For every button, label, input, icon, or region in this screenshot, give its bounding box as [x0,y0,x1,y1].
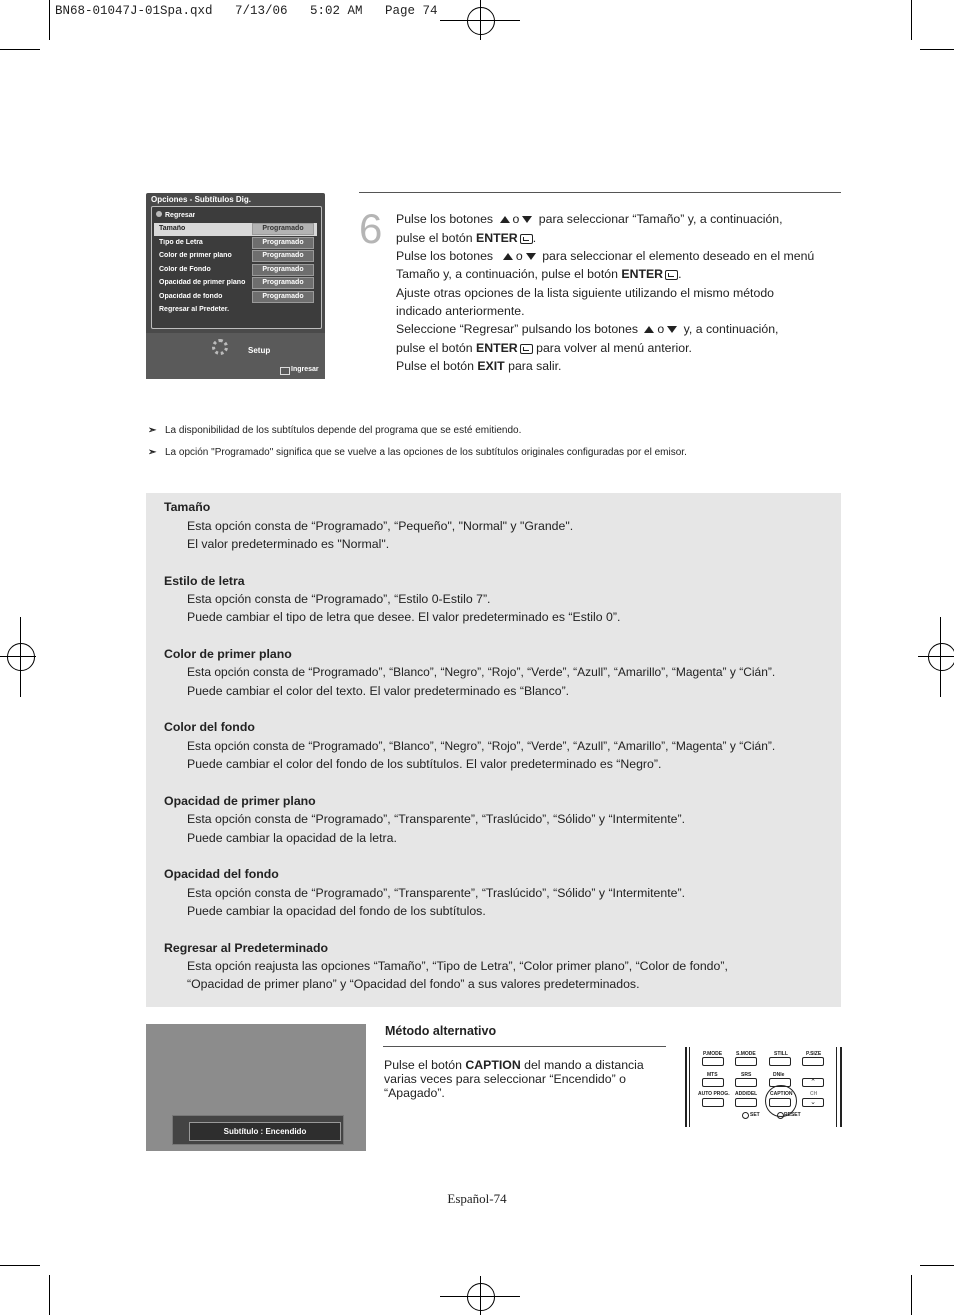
crop-mark [49,1275,50,1315]
menu-panel [151,206,322,329]
option-text: Puede cambiar el tipo de letra que desee. El valor predeterminado es “Estilo 0”. [187,610,621,624]
menu-item-value: Programado [252,291,314,303]
menu-item[interactable] [159,266,251,273]
remote-label: S.MODE [736,1051,756,1057]
menu-item-label: Regresar [165,212,196,219]
back-icon [156,211,162,217]
crop-mark [940,617,941,697]
crop-mark [920,1265,954,1266]
remote-label: STILL [774,1051,788,1057]
option-text: Puede cambiar el color del fondo de los subtítulos. El valor predeterminado es “Negro”. [187,757,662,771]
enter-icon [665,270,678,280]
menu-item-label: Opacidad de fondo [159,293,223,300]
menu-footer [146,333,325,379]
menu-item-value: Programado [252,264,314,276]
note-arrow-icon: ➣ [148,447,157,458]
remote-label: AUTO PROG. [698,1091,730,1097]
option-text: Puede cambiar el color del texto. El valor predeterminado es “Blanco”. [187,684,570,698]
registration-mark [928,643,954,671]
option-title: Opacidad de primer plano [164,794,316,808]
srs-icon [735,1078,757,1087]
crop-mark [911,1275,912,1315]
up-arrow-icon [503,253,513,260]
menu-item-label: Color de primer plano [159,252,232,259]
option-text: Esta opción consta de “Programado”, “Blanco”, “Negro”, “Rojo”, “Verde”, “Azull”, “Amarillo”, “Magenta” y “Cián”. [187,665,776,679]
crop-mark [920,49,954,50]
up-arrow-icon [644,326,654,333]
menu-item-value: Programado [252,250,314,262]
remote-button [769,1057,791,1066]
crop-mark [49,0,50,40]
alt-method-line: varias veces para seleccionar “Encendido” o [384,1072,626,1086]
step-line: Pulse los botones o para seleccionar “Tamaño” y, a continuación, [396,212,783,226]
enter-label: Ingresar [291,366,319,373]
option-text: Esta opción consta de “Programado”, “Transparente”, “Traslúcido”, “Sólido” y “Intermitente”. [187,812,685,826]
menu-item-label: Opacidad de primer plano [159,279,246,286]
chevron-up-icon: ⌃ [802,1078,824,1087]
remote-label: SRS [741,1072,752,1078]
remote-button [735,1098,757,1107]
option-text: Esta opción consta de “Programado”, “Blanco”, “Negro”, “Rojo”, “Verde”, “Azull”, “Amarillo”, “Magenta” y “Cián”. [187,739,776,753]
caption-status: Subtítulo : Encendido [189,1122,341,1141]
set-icon [742,1112,749,1119]
alt-method-line: “Apagado”. [384,1086,445,1100]
crop-mark [0,49,40,50]
gear-icon [212,339,228,355]
option-text: Esta opción consta de “Programado”, “Pequeño", "Normal" y "Grande". [187,519,574,533]
remote-button [702,1078,724,1087]
remote-label: RESET [784,1112,801,1118]
menu-item-back[interactable] [156,211,195,219]
crop-mark [0,656,36,657]
alt-method-divider [383,1046,666,1047]
option-title: Tamaño [164,500,211,514]
option-text: Puede cambiar la opacidad del fondo de los subtítulos. [187,904,486,918]
option-text: “Opacidad de primer plano” y “Opacidad del fondo” a sus valores predeterminados. [187,977,640,991]
remote-label: CAPTION [770,1091,793,1097]
down-arrow-icon [667,326,677,333]
alt-method-line: Pulse el botón CAPTION del mando a distancia [384,1058,644,1072]
remote-button [735,1057,757,1066]
crop-mark [0,1265,40,1266]
menu-item-label: Regresar al Predeter. [159,306,230,313]
remote-label: P.MODE [703,1051,723,1057]
step-line: pulse el botón ENTER . [396,231,537,245]
option-text: Puede cambiar la opacidad de la letra. [187,831,397,845]
tv-menu-screenshot [146,193,325,379]
remote-label: CH [810,1091,818,1097]
menu-item-value: Programado [252,277,314,289]
menu-item[interactable] [159,293,251,300]
caption-osd [172,1115,344,1145]
remote-control-image [684,1047,842,1127]
step-line: Pulse el botón EXIT para salir. [396,359,562,373]
alt-method-title: Método alternativo [385,1024,497,1038]
enter-icon [520,234,533,244]
menu-item[interactable] [159,239,251,246]
remote-button [802,1057,824,1066]
crop-mark [911,0,912,40]
option-text: Esta opción consta de “Programado”, “Transparente”, “Traslúcido”, “Sólido” y “Intermitente”. [187,886,685,900]
menu-item-value: Programado [252,223,314,235]
option-title: Estilo de letra [164,574,245,588]
menu-item-label: Tamaño [159,225,186,232]
menu-item[interactable] [159,252,251,259]
setup-label: Setup [248,346,271,355]
down-arrow-icon [522,216,532,223]
chevron-down-icon: ⌄ [802,1098,824,1107]
caption-screen-image [146,1024,366,1151]
remote-button [702,1057,724,1066]
enter-icon [280,367,290,375]
crop-mark [918,656,954,657]
note: ➣ La opción "Programado" significa que se vuelve a las opciones de los subtítulos originales configuradas por el emisor. [148,447,687,458]
menu-item-value: Programado [252,237,314,249]
step-line: indicado anteriormente. [396,304,525,318]
remote-label: DNIe [773,1072,785,1078]
step-line: Pulse los botones o para seleccionar el elemento deseado en el menú [396,249,815,263]
step-line: pulse el botón ENTER para volver al menú anterior. [396,341,692,355]
registration-mark [467,7,495,35]
crop-mark [20,617,21,697]
remote-label: SET [750,1112,760,1118]
crop-mark [480,0,481,40]
enter-icon [520,344,533,354]
registration-mark [7,643,35,671]
step-number: 6 [359,205,383,252]
remote-label: MTS [707,1072,718,1078]
reset-icon [777,1112,784,1119]
print-header: BN68-01047J-01Spa.qxd 7/13/06 5:02 AM Page 74 [55,4,438,18]
note-arrow-icon: ➣ [148,425,157,436]
option-title: Color del fondo [164,720,255,734]
step-line: Seleccione “Regresar” pulsando los botones o y, a continuación, [396,322,779,336]
menu-item[interactable] [159,279,251,286]
option-text: Esta opción consta de “Programado”, “Estilo 0-Estilo 7”. [187,592,491,606]
menu-item-label: Tipo de Letra [159,239,203,246]
page-number: Español-74 [447,1191,507,1206]
option-text: Esta opción reajusta las opciones “Tamaño”, “Tipo de Letra”, “Color primer plano”, “Color de fondo”, [187,959,728,973]
option-title: Regresar al Predeterminado [164,941,329,955]
step-divider [359,192,841,193]
up-arrow-icon [500,216,510,223]
option-text: El valor predeterminado es "Normal". [187,537,390,551]
crop-mark [480,1276,481,1315]
step-line: Tamaño y, a continuación, pulse el botón ENTER . [396,267,682,281]
down-arrow-icon [526,253,536,260]
menu-item-reset[interactable] [159,306,229,313]
remote-button [702,1098,724,1107]
note: ➣ La disponibilidad de los subtítulos depende del programa que se esté emitiendo. [148,425,522,436]
menu-item[interactable] [159,225,251,232]
remote-label: P.SIZE [806,1051,822,1057]
option-title: Opacidad del fondo [164,867,279,881]
menu-title: Opciones - Subtítulos Dig. [151,195,251,204]
menu-item-label: Color de Fondo [159,266,211,273]
remote-label: ADD/DEL [735,1091,758,1097]
step-line: Ajuste otras opciones de la lista siguiente utilizando el mismo método [396,286,774,300]
option-title: Color de primer plano [164,647,292,661]
registration-mark [467,1283,495,1311]
